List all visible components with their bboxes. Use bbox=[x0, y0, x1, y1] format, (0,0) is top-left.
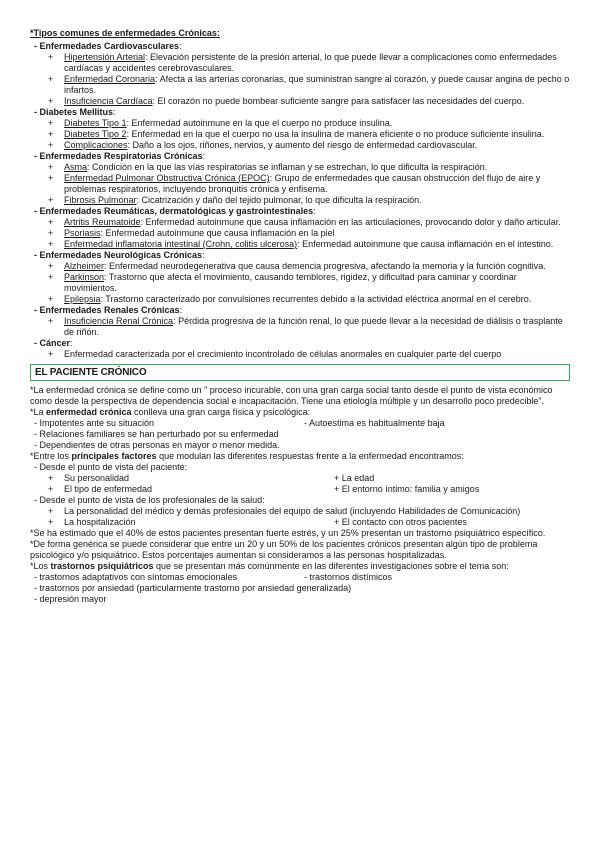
list-item-text bbox=[64, 96, 570, 107]
professional-factors-list bbox=[30, 506, 570, 528]
category-suffix: : bbox=[179, 41, 182, 51]
disease-description: : Enfermedad en la que el cuerpo no usa la insulina de manera eficiente o no produce suficiente insulina. bbox=[126, 129, 545, 139]
category-name: - Diabetes Mellitus bbox=[34, 107, 114, 117]
left-item: - Dependientes de otras personas en mayor o menor medida. bbox=[34, 440, 280, 450]
disorders-list bbox=[30, 572, 570, 605]
disease-description: : Enfermedad autoinmune que causa inflamación en la piel bbox=[100, 228, 335, 238]
disease-term: Parkinson bbox=[64, 272, 105, 282]
disease-description: : El corazón no puede bombear suficiente sangre para satisfacer las necesidades del cuerpo. bbox=[152, 96, 525, 106]
disease-description: : Enfermedad neurodegenerativa que causa demencia progresiva, afectando la memoria y la función cognitiva. bbox=[104, 261, 546, 271]
disease-term: Alzheimer bbox=[64, 261, 105, 271]
list-item-text bbox=[64, 239, 570, 250]
category-heading bbox=[30, 338, 570, 349]
category-suffix: : bbox=[113, 107, 116, 117]
list-row bbox=[30, 517, 570, 528]
list-item bbox=[30, 140, 570, 151]
list-item-text bbox=[64, 118, 570, 129]
text: que se presentan más comúnmente en las diferentes investigaciones sobre el tema son: bbox=[153, 561, 509, 571]
disease-description: : Enfermedad autoinmune que causa inflamación en las articulaciones, provocando dolor y daño articular. bbox=[140, 217, 561, 227]
list-item bbox=[30, 217, 570, 228]
professional-factors-heading: - Desde el punto de vista de los profesionales de la salud: bbox=[34, 495, 265, 505]
left-item: - Impotentes ante su situación bbox=[34, 418, 155, 428]
disease-term: Diabetes Tipo 2 bbox=[64, 129, 127, 139]
list-item-text bbox=[64, 261, 570, 272]
list-item bbox=[30, 118, 570, 129]
disease-term: Enfermedad Coronaria bbox=[64, 74, 156, 84]
section-heading bbox=[30, 364, 570, 381]
left-item: + La hospitalización bbox=[30, 517, 334, 528]
left-item: - trastornos adaptativos con síntomas emocionales bbox=[34, 572, 238, 582]
list-item bbox=[30, 129, 570, 140]
disease-term: Epilepsia bbox=[64, 294, 101, 304]
list-item bbox=[30, 272, 570, 294]
bold-term: principales factores bbox=[71, 451, 157, 461]
list-item-text bbox=[64, 217, 570, 228]
list-item-text bbox=[64, 52, 570, 74]
left-item: - Relaciones familiares se han perturbado por su enfermedad bbox=[34, 429, 279, 439]
list-row bbox=[30, 440, 570, 451]
list-item bbox=[30, 52, 570, 74]
disease-description: : Elevación persistente de la presión arterial, lo que puede llevar a complicaciones como enfermedades cardíacas y accidentes cerebrovasculares. bbox=[64, 52, 557, 73]
category-heading bbox=[30, 305, 570, 316]
list-item bbox=[30, 294, 570, 305]
category-name: - Enfermedades Renales Crónicas bbox=[34, 305, 180, 315]
disease-description: : Pérdida progresiva de la función renal, lo que puede llevar a la necesidad de diálisis o trasplante de riñón. bbox=[64, 316, 563, 337]
list-item bbox=[30, 173, 570, 195]
disease-description: : Enfermedad autoinmune que causa inflamación en el intestino. bbox=[297, 239, 554, 249]
list-item bbox=[30, 239, 570, 250]
patient-factors-heading: - Desde el punto de vista del paciente: bbox=[34, 462, 188, 472]
right-item: + El contacto con otros pacientes bbox=[334, 517, 467, 527]
disease-description: : Afecta a las arterias coronarias, que suministran sangre al corazón, y puede causar angina de pecho o infartos. bbox=[64, 74, 570, 95]
list-item bbox=[30, 96, 570, 107]
bold-term: trastornos psiquiátricos bbox=[50, 561, 154, 571]
disease-sections bbox=[30, 41, 570, 360]
text: *La bbox=[30, 407, 47, 417]
list-item-text bbox=[64, 129, 570, 140]
list-row bbox=[30, 473, 570, 484]
list-item-text bbox=[64, 162, 570, 173]
list-row bbox=[30, 583, 570, 594]
disease-term: Psoriasis bbox=[64, 228, 101, 238]
left-item: + Su personalidad bbox=[30, 473, 334, 484]
disease-term: Insuficiencia Renal Crónica bbox=[64, 316, 174, 326]
right-item: + La edad bbox=[334, 473, 375, 483]
category-suffix: : bbox=[202, 151, 206, 161]
category-suffix: : bbox=[70, 338, 73, 348]
disease-description: : Cicatrización y daño del tejido pulmonar, lo que dificulta la respiración. bbox=[136, 195, 422, 205]
left-item: - depresión mayor bbox=[34, 594, 107, 604]
burden-list bbox=[30, 418, 570, 451]
bold-term: enfermedad crónica bbox=[46, 407, 132, 417]
left-item: - trastornos por ansiedad (particularmente trastorno por ansiedad generalizada) bbox=[34, 583, 352, 593]
patient-factors-list bbox=[30, 473, 570, 495]
category-name: - Enfermedades Cardiovasculares bbox=[34, 41, 180, 51]
text: que modulan las diferentes respuestas frente a la enfermedad encontramos: bbox=[156, 451, 464, 461]
disease-term: Diabetes Tipo 1 bbox=[64, 118, 127, 128]
list-item bbox=[30, 349, 570, 360]
list-item-text bbox=[64, 74, 570, 96]
category-heading bbox=[30, 41, 570, 52]
list-item-text bbox=[64, 195, 570, 206]
list-item-text bbox=[64, 228, 570, 239]
list-title bbox=[30, 28, 570, 39]
title-text: *Tipos comunes de enfermedades Crónicas: bbox=[30, 28, 220, 38]
category-name: - Cáncer bbox=[34, 338, 71, 348]
disease-term: Enfermedad inflamatoria intestinal (Crohn, colitis ulcerosa) bbox=[64, 239, 298, 249]
list-item-text bbox=[64, 272, 570, 294]
burden-paragraph bbox=[30, 407, 570, 418]
category-name: - Enfermedades Respiratorias Crónicas bbox=[34, 151, 203, 161]
list-row bbox=[30, 572, 570, 583]
list-item-text bbox=[64, 173, 570, 195]
left-item: + La personalidad del médico y demás profesionales del equipo de salud (incluyendo Habilidades de Comunicación) bbox=[30, 506, 570, 517]
disease-description: : Grupo de enfermedades que causan obstrucción del flujo de aire y problemas respiratorios, incluyendo bronquitis crónica y enfisema. bbox=[64, 173, 541, 194]
category-heading bbox=[30, 250, 570, 261]
list-row bbox=[30, 594, 570, 605]
disease-description: : Daño a los ojos, riñones, nervios, y aumento del riesgo de enfermedad cardiovascular. bbox=[127, 140, 478, 150]
disease-description: Enfermedad caracterizada por el crecimiento incontrolado de células anormales en cualquier parte del cuerpo bbox=[64, 349, 502, 359]
text: *Los bbox=[30, 561, 51, 571]
text: conlleva una gran carga física y psicológica: bbox=[131, 407, 311, 417]
prevalence-paragraph: *De forma genérica se puede considerar que entre un 20 y un 50% de los pacientes crónicos presentan algún tipo de problema psicológico y/o psiquiátrico. Estos porcentajes aumentan si consideramos a las personas hospitalizadas. bbox=[30, 539, 538, 560]
factors-paragraph bbox=[30, 451, 570, 462]
text: *Entre los bbox=[30, 451, 72, 461]
disease-term: Fibrosis Pulmonar bbox=[64, 195, 137, 205]
category-suffix: : bbox=[202, 250, 205, 260]
list-item-text bbox=[64, 316, 570, 338]
disease-description: : Trastorno que afecta el movimiento, causando temblores, rigidez, y dificultad para caminar y coordinar movimientos. bbox=[64, 272, 517, 293]
list-row bbox=[30, 418, 570, 429]
list-item-text bbox=[64, 140, 570, 151]
right-item: - Autoestima es habitualmente baja bbox=[304, 418, 445, 428]
disease-description: : Trastorno caracterizado por convulsiones recurrentes debido a la actividad eléctrica anormal en el cerebro. bbox=[100, 294, 532, 304]
list-row bbox=[30, 506, 570, 517]
right-item: - trastornos distímicos bbox=[304, 572, 393, 582]
disease-term: Artritis Reumatoide bbox=[64, 217, 141, 227]
disorders-paragraph bbox=[30, 561, 570, 572]
list-item-text bbox=[64, 294, 570, 305]
disease-term: Hipertensión Arterial bbox=[64, 52, 146, 62]
list-item bbox=[30, 228, 570, 239]
category-heading bbox=[30, 107, 570, 118]
category-name: - Enfermedades Reumáticas, dermatológicas y gastrointestinales bbox=[34, 206, 314, 216]
right-item: + El entorno íntimo: familia y amigos bbox=[334, 484, 480, 494]
disease-term: Complicaciones bbox=[64, 140, 128, 150]
left-item: + El tipo de enfermedad bbox=[30, 484, 334, 495]
list-item bbox=[30, 162, 570, 173]
disease-term: Insuficiencia Cardíaca bbox=[64, 96, 153, 106]
category-heading bbox=[30, 206, 570, 217]
list-row bbox=[30, 484, 570, 495]
disease-description: : Condición en la que las vías respiratorias se inflaman y se estrechan, lo que dificulta la respiración. bbox=[87, 162, 488, 172]
list-item bbox=[30, 261, 570, 272]
definition-paragraph: *La enfermedad crónica se define como un " proceso incurable, con una gran carga social tanto desde el punto de vista económico como desde la perspectiva de dependencia social e incapacitación. Tiene una etiología múltiple y un desarrollo poco predecible". bbox=[30, 385, 553, 406]
list-row bbox=[30, 429, 570, 440]
list-item bbox=[30, 316, 570, 338]
category-heading bbox=[30, 151, 570, 162]
category-name: - Enfermedades Neurológicas Crónicas bbox=[34, 250, 203, 260]
category-suffix: : bbox=[179, 305, 183, 315]
stress-paragraph: *Se ha estimado que el 40% de estos pacientes presentan fuerte estrés, y un 25% presentan un trastorno psiquiátrico específico. bbox=[30, 528, 546, 538]
disease-term: Asma bbox=[64, 162, 88, 172]
disease-term: Enfermedad Pulmonar Obstructiva Crónica (EPOC) bbox=[64, 173, 270, 183]
heading-text: EL PACIENTE CRÓNICO bbox=[35, 367, 147, 378]
disease-description: : Enfermedad autoinmune en la que el cuerpo no produce insulina. bbox=[126, 118, 393, 128]
list-item bbox=[30, 74, 570, 96]
list-item bbox=[30, 195, 570, 206]
list-item-text bbox=[64, 349, 570, 360]
category-suffix: : bbox=[313, 206, 316, 216]
